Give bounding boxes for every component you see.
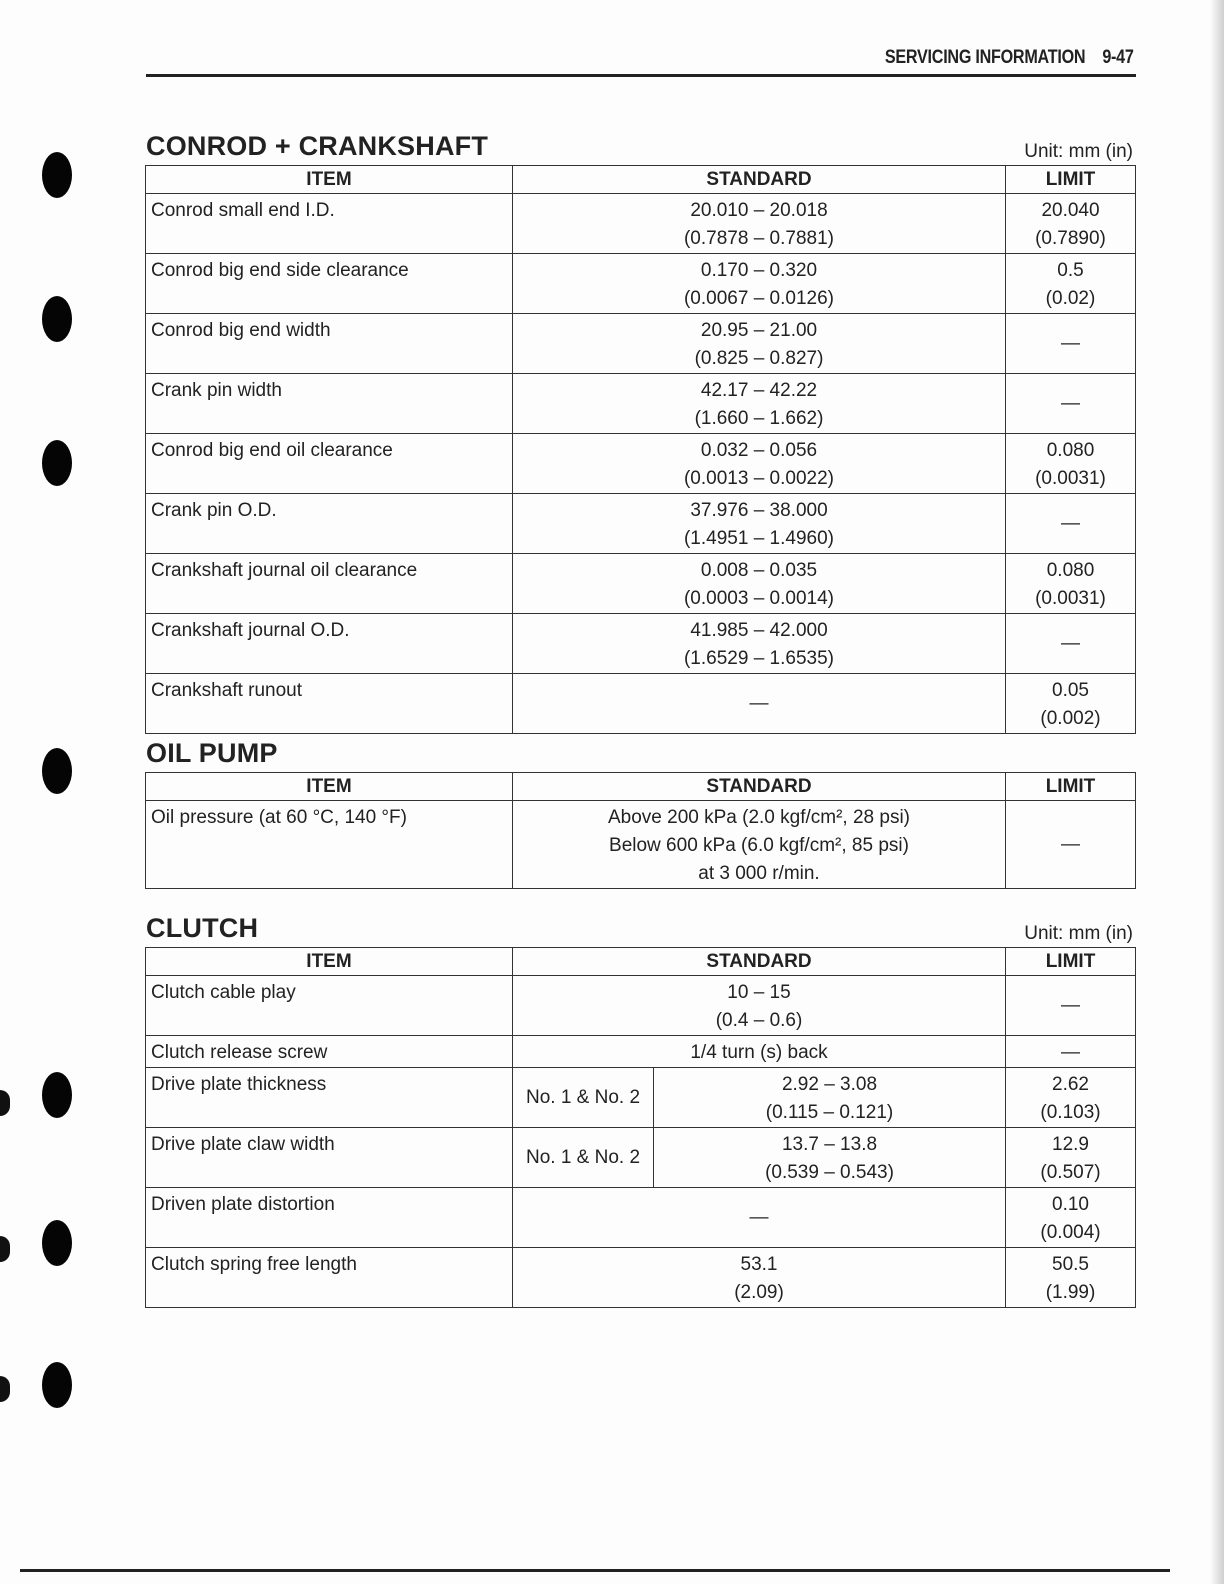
col-item: ITEM: [146, 948, 513, 976]
limit-in: (0.004): [1040, 1222, 1101, 1243]
standard-cell: [654, 1068, 1006, 1128]
item-cell: Clutch cable play: [146, 976, 513, 1036]
standard-in: (1.660 – 1.662): [694, 408, 824, 429]
table-row: [146, 554, 1136, 614]
table-row: [146, 494, 1136, 554]
standard-mm: 41.985 – 42.000: [690, 620, 828, 641]
standard-in: (0.0013 – 0.0022): [683, 468, 834, 489]
header-title: SERVICING INFORMATION: [885, 47, 1086, 68]
limit-cell: [1006, 194, 1136, 254]
standard-in: (1.6529 – 1.6535): [683, 648, 834, 669]
page-number: 9-47: [1102, 47, 1134, 68]
standard-in: (0.539 – 0.543): [765, 1162, 894, 1183]
page-bottom-edge: [20, 1569, 1170, 1572]
limit-mm: 0.05: [1052, 680, 1089, 701]
standard-cell: [513, 494, 1006, 554]
sub-item-cell: No. 1 & No. 2: [513, 1128, 654, 1188]
standard-cell: —: [513, 674, 1006, 734]
table-row: [146, 614, 1136, 674]
standard-cell: 1/4 turn (s) back: [513, 1036, 1006, 1068]
page-header: [146, 44, 1136, 77]
table-row: [146, 801, 1136, 889]
standard-in: (0.7878 – 0.7881): [683, 228, 834, 249]
table-row: [146, 1128, 1136, 1188]
scan-edge-shadow: [1210, 0, 1224, 1584]
limit-in: (0.0031): [1035, 468, 1106, 489]
item-cell: Conrod big end side clearance: [146, 254, 513, 314]
oil-pump-section: [145, 738, 1135, 889]
limit-cell: [1006, 554, 1136, 614]
standard-in: (0.825 – 0.827): [694, 348, 824, 369]
col-standard: STANDARD: [513, 773, 1006, 801]
standard-mm: 0.008 – 0.035: [700, 560, 818, 581]
item-cell: Clutch release screw: [146, 1036, 513, 1068]
binder-hole: [42, 1220, 72, 1266]
standard-in: (0.0003 – 0.0014): [683, 588, 834, 609]
standard-cell: [513, 554, 1006, 614]
limit-mm: 2.62: [1052, 1074, 1089, 1095]
item-cell: Clutch spring free length: [146, 1248, 513, 1308]
standard-mm: 42.17 – 42.22: [700, 380, 818, 401]
limit-in: (0.103): [1040, 1102, 1101, 1123]
limit-cell: [1006, 1248, 1136, 1308]
standard-cell: [513, 254, 1006, 314]
table-header-row: [146, 948, 1136, 976]
conrod-table: [145, 165, 1136, 734]
table-row: [146, 976, 1136, 1036]
header-text: [885, 47, 1134, 69]
standard-cell: [513, 614, 1006, 674]
standard-mm: 37.976 – 38.000: [690, 500, 828, 521]
binder-hole: [42, 152, 72, 198]
table-row: [146, 254, 1136, 314]
col-item: ITEM: [146, 773, 513, 801]
item-cell: Crank pin O.D.: [146, 494, 513, 554]
standard-line: Below 600 kPa (6.0 kgf/cm², 85 psi): [609, 835, 909, 856]
limit-in: (0.002): [1040, 708, 1101, 729]
standard-mm: 53.1: [740, 1254, 778, 1275]
limit-cell: —: [1006, 314, 1136, 374]
limit-in: (0.0031): [1035, 588, 1106, 609]
limit-cell: [1006, 434, 1136, 494]
item-cell: Drive plate thickness: [146, 1068, 513, 1128]
limit-cell: [1006, 1188, 1136, 1248]
standard-cell: [513, 314, 1006, 374]
limit-cell: —: [1006, 614, 1136, 674]
standard-mm: 20.95 – 21.00: [700, 320, 818, 341]
binder-hole: [42, 296, 72, 342]
table-row: [146, 1068, 1136, 1128]
standard-cell: —: [513, 1188, 1006, 1248]
item-cell: Conrod big end oil clearance: [146, 434, 513, 494]
item-cell: Crankshaft journal O.D.: [146, 614, 513, 674]
standard-cell: [513, 1248, 1006, 1308]
limit-mm: 50.5: [1052, 1254, 1089, 1275]
standard-cell: [513, 976, 1006, 1036]
limit-mm: 0.5: [1057, 260, 1084, 281]
margin-mark: [0, 1376, 10, 1402]
limit-in: (0.02): [1045, 288, 1096, 309]
item-cell: Conrod big end width: [146, 314, 513, 374]
col-item: ITEM: [146, 166, 513, 194]
clutch-section: [145, 913, 1135, 1308]
col-limit: LIMIT: [1006, 773, 1136, 801]
limit-in: (1.99): [1045, 1282, 1096, 1303]
table-row: [146, 1036, 1136, 1068]
section-title: OIL PUMP: [146, 738, 278, 768]
margin-mark: [0, 1090, 10, 1116]
section-heading: [145, 913, 1135, 947]
limit-cell: —: [1006, 801, 1136, 889]
standard-mm: 2.92 – 3.08: [781, 1074, 878, 1095]
section-title: CLUTCH: [146, 913, 259, 943]
standard-mm: 20.010 – 20.018: [690, 200, 828, 221]
standard-mm: 13.7 – 13.8: [781, 1134, 878, 1155]
limit-in: (0.7890): [1035, 228, 1106, 249]
standard-mm: 10 – 15: [727, 982, 791, 1003]
item-cell: Conrod small end I.D.: [146, 194, 513, 254]
section-heading: [145, 738, 1135, 772]
standard-in: (0.0067 – 0.0126): [683, 288, 834, 309]
limit-cell: [1006, 254, 1136, 314]
limit-cell: —: [1006, 494, 1136, 554]
binder-hole: [42, 748, 72, 794]
conrod-section: [145, 131, 1135, 734]
table-row: [146, 1188, 1136, 1248]
item-cell: Driven plate distortion: [146, 1188, 513, 1248]
table-row: [146, 374, 1136, 434]
item-cell: Crankshaft journal oil clearance: [146, 554, 513, 614]
standard-in: (1.4951 – 1.4960): [683, 528, 834, 549]
unit-label: Unit: mm (in): [1024, 141, 1133, 162]
limit-mm: 0.080: [1046, 560, 1095, 581]
sub-item-cell: No. 1 & No. 2: [513, 1068, 654, 1128]
limit-mm: 20.040: [1041, 200, 1100, 221]
col-standard: STANDARD: [513, 948, 1006, 976]
limit-cell: —: [1006, 1036, 1136, 1068]
limit-cell: —: [1006, 976, 1136, 1036]
col-standard: STANDARD: [513, 166, 1006, 194]
standard-in: (2.09): [734, 1282, 784, 1303]
unit-label: Unit: mm (in): [1024, 923, 1133, 944]
standard-mm: 0.032 – 0.056: [700, 440, 818, 461]
standard-in: (0.115 – 0.121): [765, 1102, 894, 1123]
oil-pump-table: [145, 772, 1136, 889]
table-row: [146, 674, 1136, 734]
col-limit: LIMIT: [1006, 948, 1136, 976]
limit-in: (0.507): [1040, 1162, 1101, 1183]
limit-mm: 0.080: [1046, 440, 1095, 461]
standard-cell: [513, 801, 1006, 889]
standard-cell: [513, 374, 1006, 434]
clutch-table: [145, 947, 1136, 1308]
table-row: [146, 314, 1136, 374]
limit-mm: 0.10: [1052, 1194, 1089, 1215]
standard-cell: [654, 1128, 1006, 1188]
limit-cell: [1006, 1068, 1136, 1128]
item-cell: Crankshaft runout: [146, 674, 513, 734]
table-header-row: [146, 166, 1136, 194]
section-title: CONROD + CRANKSHAFT: [146, 131, 489, 161]
standard-cell: [513, 434, 1006, 494]
margin-mark: [0, 1236, 10, 1262]
standard-line: Above 200 kPa (2.0 kgf/cm², 28 psi): [607, 807, 911, 828]
table-header-row: [146, 773, 1136, 801]
standard-cell: [513, 194, 1006, 254]
item-cell: Drive plate claw width: [146, 1128, 513, 1188]
limit-cell: —: [1006, 374, 1136, 434]
limit-cell: [1006, 1128, 1136, 1188]
item-cell: Oil pressure (at 60 °C, 140 °F): [146, 801, 513, 889]
standard-in: (0.4 – 0.6): [715, 1010, 803, 1031]
item-cell: Crank pin width: [146, 374, 513, 434]
binder-hole: [42, 440, 72, 486]
table-row: [146, 1248, 1136, 1308]
table-row: [146, 194, 1136, 254]
standard-mm: 0.170 – 0.320: [700, 260, 818, 281]
section-heading: [145, 131, 1135, 165]
binder-hole: [42, 1362, 72, 1408]
binder-hole: [42, 1072, 72, 1118]
limit-cell: [1006, 674, 1136, 734]
table-row: [146, 434, 1136, 494]
limit-mm: 12.9: [1052, 1134, 1089, 1155]
col-limit: LIMIT: [1006, 166, 1136, 194]
standard-line: at 3 000 r/min.: [698, 863, 820, 884]
